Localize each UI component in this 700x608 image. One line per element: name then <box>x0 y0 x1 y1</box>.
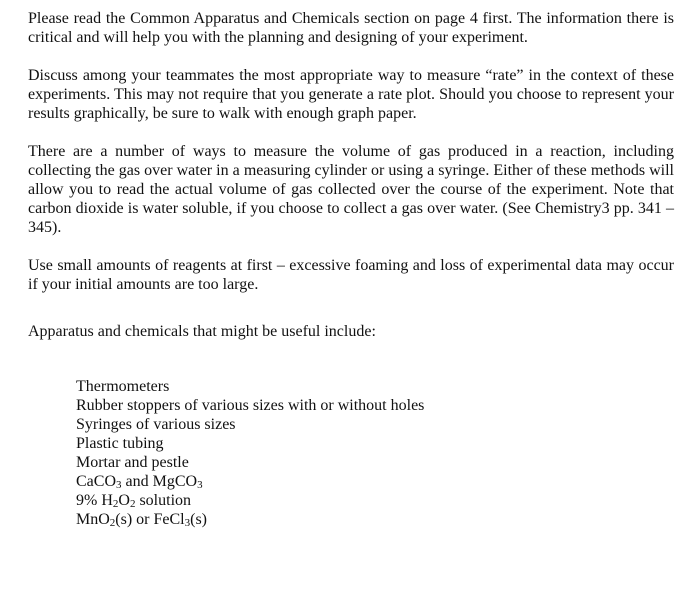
paragraph-gas-volume: There are a number of ways to measure the volume of gas produced in a reaction, including collecting the gas over water in a measuring cylinder or using a syringe. Either of these methods will allow you to read the actual volume of gas collected over the course of the experiment. Note that carbon dioxide is water soluble, if you choose to collect a gas over water. (See Chemistry3 pp. 341 – 345). <box>28 143 674 236</box>
apparatus-item-text: 9% H <box>76 492 113 509</box>
apparatus-item-text: and MgCO <box>121 473 198 490</box>
subscript: 3 <box>197 479 203 491</box>
apparatus-item: Rubber stoppers of various sizes with or without holes <box>76 397 425 414</box>
apparatus-list <box>28 377 674 529</box>
apparatus-item-text: MnO <box>76 511 110 528</box>
apparatus-item: Thermometers <box>76 378 170 395</box>
paragraph-common-apparatus-note: Please read the Common Apparatus and Chemicals section on page 4 first. The information there is critical and will help you with the planning and designing of your experiment. <box>28 10 674 46</box>
apparatus-item: Mortar and pestle <box>76 454 189 471</box>
apparatus-item-text: O <box>118 492 130 509</box>
apparatus-intro: Apparatus and chemicals that might be useful include: <box>28 323 376 340</box>
apparatus-item-text: solution <box>135 492 192 509</box>
apparatus-item-text: CaCO <box>76 473 116 490</box>
subscript: 2 <box>112 498 119 510</box>
apparatus-item <box>76 510 674 529</box>
subscript: 2 <box>109 517 116 529</box>
apparatus-item-text: (s) or FeCl <box>115 511 185 528</box>
apparatus-item: Plastic tubing <box>76 435 164 452</box>
subscript: 3 <box>184 517 191 529</box>
apparatus-item-text: (s) <box>190 511 207 528</box>
document-page <box>28 9 674 529</box>
subscript: 3 <box>116 479 122 491</box>
apparatus-item <box>76 472 674 491</box>
apparatus-item <box>76 491 674 510</box>
subscript: 2 <box>129 498 136 510</box>
paragraph-small-amounts: Use small amounts of reagents at first – excessive foaming and loss of experimental data may occur if your initial amounts are too large. <box>28 257 674 293</box>
apparatus-item: Syringes of various sizes <box>76 416 236 433</box>
paragraph-measure-rate: Discuss among your teammates the most appropriate way to measure “rate” in the context of these experiments. This may not require that you generate a rate plot. Should you choose to represent your results graphically, be sure to walk with enough graph paper. <box>28 67 674 122</box>
